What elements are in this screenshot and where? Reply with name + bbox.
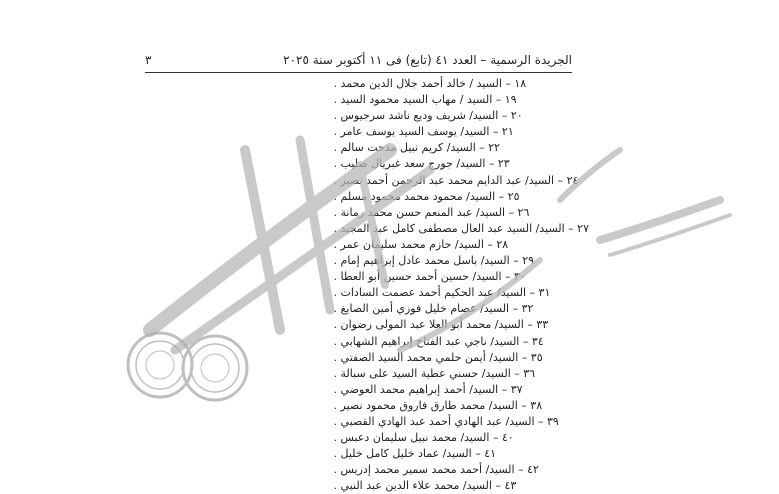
list-item (334, 350, 589, 366)
list-item-text: ٣٨ – السيد/ محمد طارق فاروق محمود نصير . (333, 398, 543, 412)
list-item-text: ٣٧ – السيد/ أحمد إبراهيم محمد العوضي . (333, 382, 523, 396)
list-item-text: ٢١ – السيد/ يوسف السيد يوسف عامر . (333, 125, 514, 139)
list-item-text: ٢٢ – السيد/ كريم نبيل مدحت سالم . (333, 141, 501, 155)
list-item (334, 317, 589, 333)
list-item-text: ٤٠ – السيد/ محمد نبيل سليمان دعبس . (333, 431, 514, 445)
list-item (334, 301, 589, 317)
names-list (334, 76, 589, 494)
list-item-text: ٣٥ – السيد/ أيمن حلمي محمد السيد الصفتي . (333, 350, 543, 364)
list-item-text: ١٨ – السيد / خالد أحمد جلال الدين محمد . (333, 77, 527, 90)
list-item (334, 237, 589, 253)
list-item-text: ١٩ – السيد / مهاب السيد محمود السيد . (333, 93, 517, 107)
list-item (334, 382, 589, 398)
list-item-text: ٤١ – السيد/ عماد خليل كامل خليل . (333, 447, 497, 461)
list-item (334, 285, 589, 301)
list-item (334, 108, 589, 124)
list-item (334, 92, 589, 108)
list-item (334, 334, 589, 350)
list-item (334, 189, 589, 205)
list-item (334, 366, 589, 382)
list-item (334, 173, 589, 189)
list-item-text: ٤٢ – السيد/ أحمد محمد سمير محمد إدريس . (333, 463, 539, 477)
list-item-text: ٢٥ – السيد/ محمود محمد محمود مسلم . (333, 189, 520, 203)
list-item-text: ٢٩ – السيد/ باسل محمد عادل إبراهيم إمام . (333, 254, 535, 268)
list-item-text: ٢٧ – السيد/ السيد عبد العال مصطفى كامل عبد المجيد . (333, 221, 589, 235)
list-item-text: ٢٠ – السيد/ شريف وديع ناشد سرجيوس . (333, 109, 523, 123)
list-item-text: ٢٦ – السيد/ عبد المنعم حسن محمد رمانة . (333, 205, 530, 219)
list-item-text: ٣٢ – السيد/ عصام خليل فوزي أمين الصايغ . (333, 302, 534, 316)
list-item-text: ٣٦ – السيد/ حسني عطية السيد على سبالة . (333, 366, 536, 380)
list-item (334, 221, 589, 237)
list-item (334, 76, 589, 92)
list-item (334, 205, 589, 221)
emblem-seal-icon (128, 333, 247, 400)
list-item (334, 140, 589, 156)
page-number: ٣ (145, 53, 152, 67)
gazette-title: الجريدة الرسمية – العدد ٤١ (تابع) فى ١١ أكتوبر سنة ٢٠٢٥ (283, 53, 572, 67)
list-item-text: ٣١ – السيد/ عبد الحكيم أحمد عصمت السادات . (333, 286, 551, 300)
list-item-text: ٢٣ – السيد/ جورج سعد غبريال صليب . (333, 157, 510, 171)
list-item-text: ٣٤ – السيد/ ناجي عبد الفتاح إبراهيم الشهابي . (333, 334, 544, 348)
list-item (334, 430, 589, 446)
list-item-text: ٣٠ – السيد/ حسين أحمد حسين أبو العطا . (333, 270, 526, 284)
list-item (334, 269, 589, 285)
list-item (334, 124, 589, 140)
list-item (334, 478, 589, 494)
list-item (334, 414, 589, 430)
list-item-text: ٣٣ – السيد/ محمد أبو العلا عبد المولى رضوان . (333, 318, 549, 332)
list-item-text: ٢٤ – السيد/ عبد الدايم محمد عبد الرحمن أحمد نصير . (333, 173, 579, 187)
list-item (334, 462, 589, 478)
list-item (334, 156, 589, 172)
list-item-text: ٢٨ – السيد/ حازم محمد سليمان عمر . (333, 237, 509, 251)
list-item-text: ٤٣ – السيد/ محمد علاء الدين عبد النبي . (333, 479, 517, 493)
list-item-text: ٣٩ – السيد/ عبد الهادي أحمد عبد الهادي القصبي . (333, 414, 559, 428)
list-item (334, 398, 589, 414)
page-header (145, 50, 572, 73)
list-item (334, 253, 589, 269)
list-item (334, 446, 589, 462)
